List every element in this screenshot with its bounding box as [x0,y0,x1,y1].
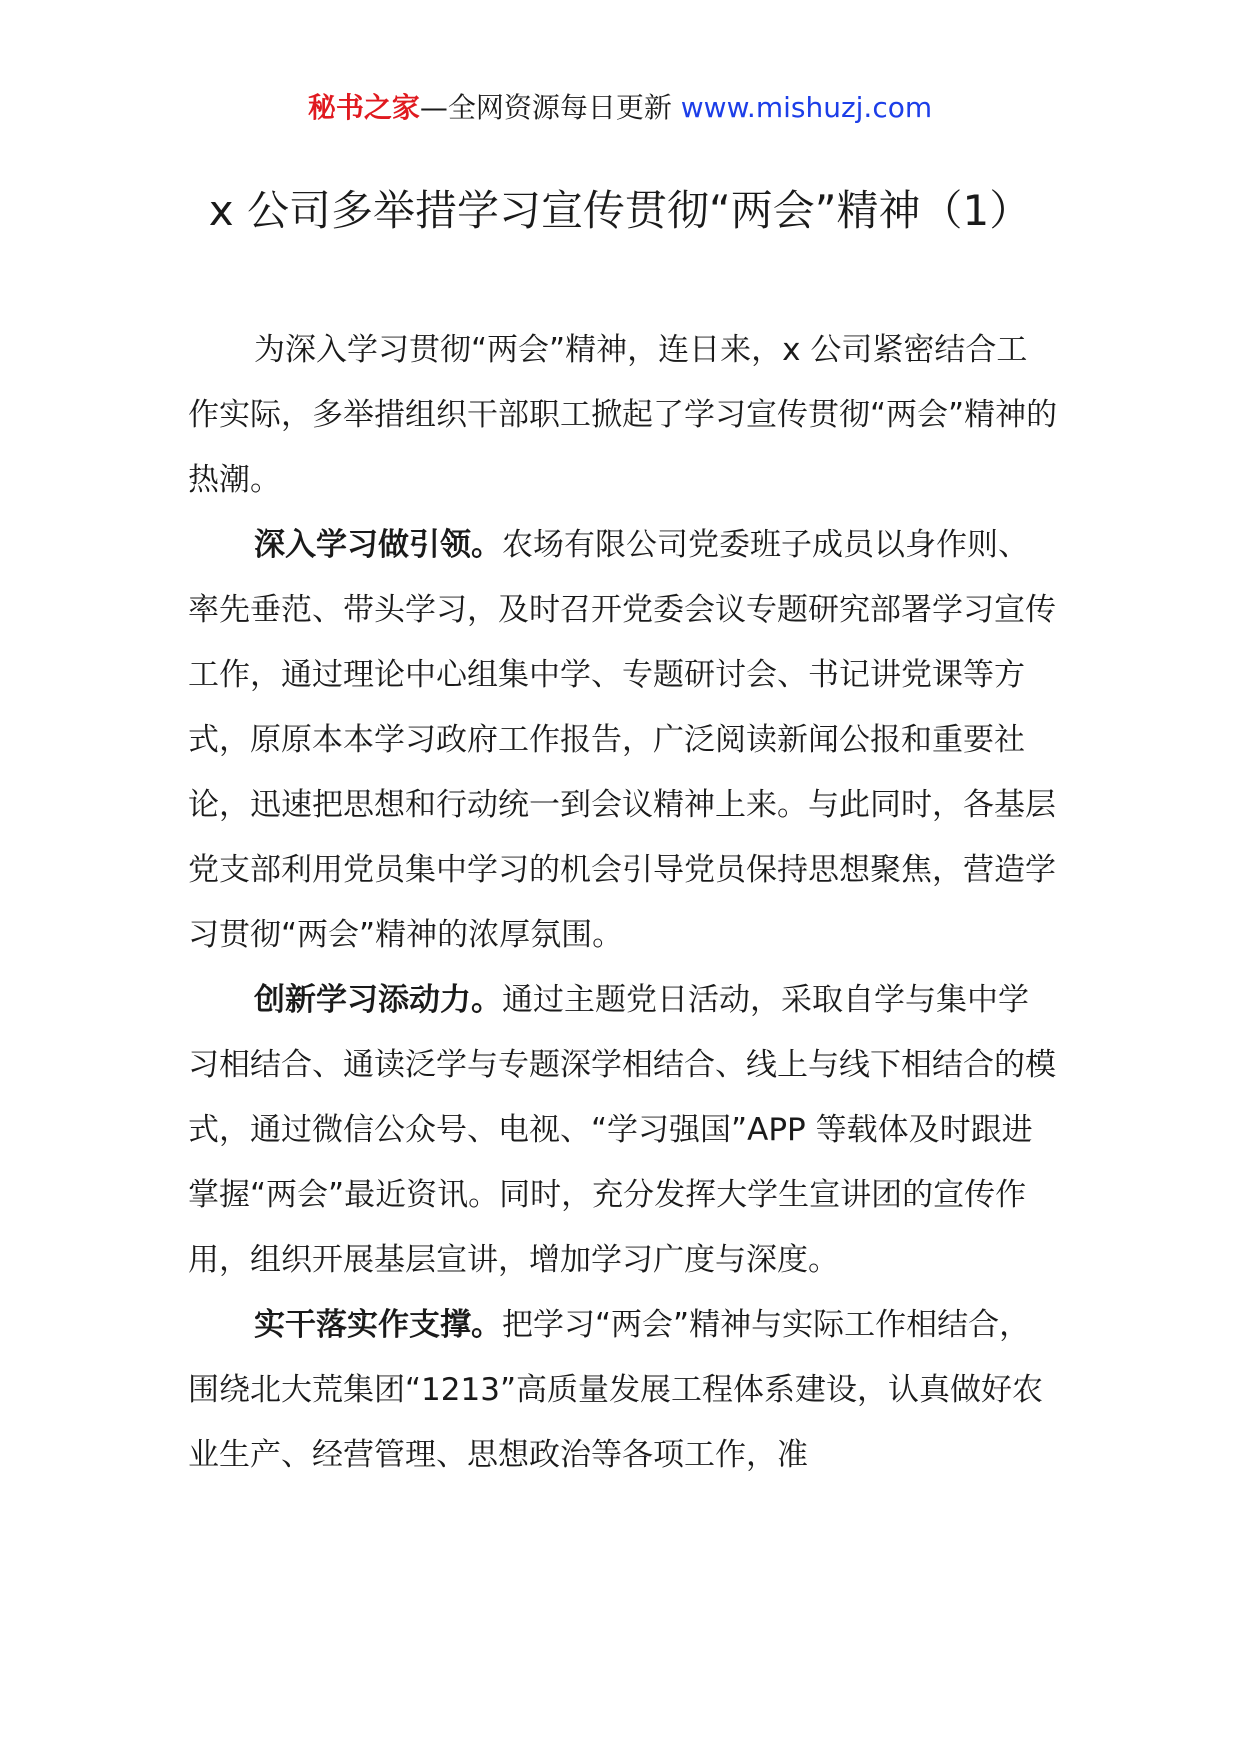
paragraph-text: 把学习“两会”精神与实际工作相结合，围绕北大荒集团“1213”高质量发展工程体系建设，认真做好农业生产、经营管理、思想政治等各项工作，准 [188,1307,1044,1473]
brand-name: 秘书之家 [307,91,420,124]
paragraph-implementation [188,1293,1058,1488]
paragraph-text: 通过主题党日活动，采取自学与集中学习相结合、通读泛学与专题深学相结合、线上与线下相结合的模式，通过微信公众号、电视、“学习强国”APP 等载体及时跟进掌握“两会”最近资讯。同时，充分发挥大学生宣讲团的宣传作用，组织开展基层宣讲，增加学习广度与深度。 [188,982,1056,1278]
document-body [188,318,1058,1488]
paragraph-innovation [188,968,1058,1293]
paragraph-text: 农场有限公司党委班子成员以身作则、率先垂范、带头学习，及时召开党委会议专题研究部署学习宣传工作，通过理论中心组集中学、专题研讨会、书记讲党课等方式，原原本本学习政府工作报告，广泛阅读新闻公报和重要社论，迅速把思想和行动统一到会议精神上来。与此同时，各基层党支部利用党员集中学习的机会引导党员保持思想聚焦，营造学习贯彻“两会”精神的浓厚氛围。 [188,527,1056,953]
page-header [0,88,1240,128]
paragraph-study-leading [188,513,1058,968]
header-tagline: —全网资源每日更新 [419,91,681,124]
paragraph-text: 为深入学习贯彻“两会”精神，连日来，x 公司紧密结合工作实际，多举措组织干部职工掀起了学习宣传贯彻“两会”精神的热潮。 [188,332,1058,498]
site-url[interactable]: www.mishuzj.com [680,91,933,124]
paragraph-lead: 实干落实作支撑。 [254,1307,502,1343]
paragraph-lead: 深入学习做引领。 [254,527,502,563]
document-title: x 公司多举措学习宣传贯彻“两会”精神（1） [208,186,1032,235]
paragraph-intro [188,318,1058,513]
paragraph-lead: 创新学习添动力。 [254,982,502,1018]
